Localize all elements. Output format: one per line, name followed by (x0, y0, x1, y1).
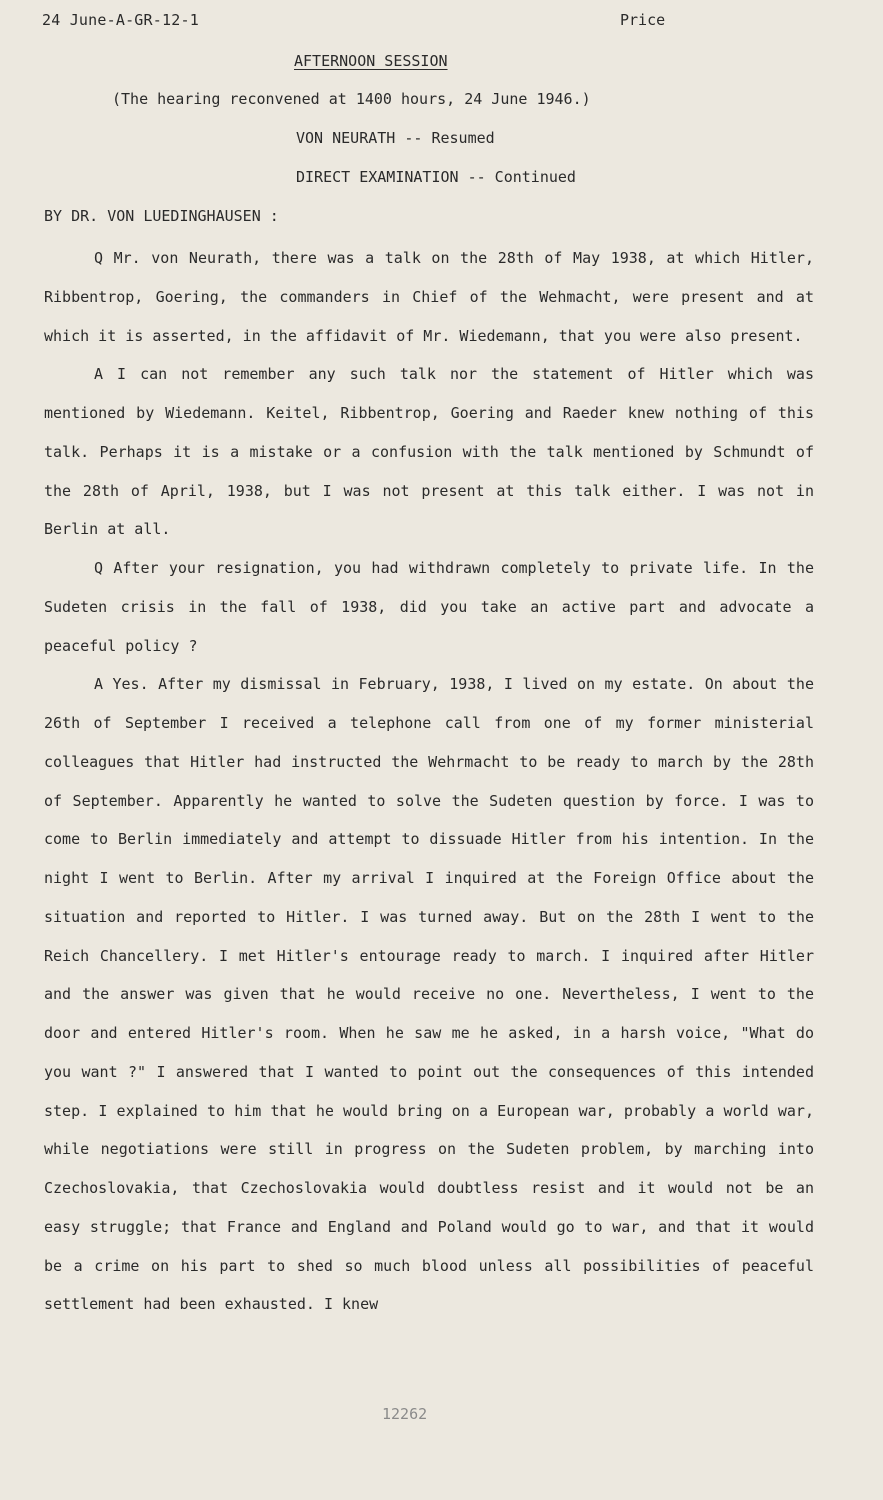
transcript-paragraph: Q Mr. von Neurath, there was a talk on the 28th of May 1938, at which Hitler, Ribbentrop, Goering, the commanders in Chief of the Wehmacht, were present and at which it is asserted, in the affidavit of Mr. Wiedemann, that you were also present. (44, 249, 814, 345)
transcript-paragraph: A Yes. After my dismissal in February, 1938, I lived on my estate. On about the 26th of September I received a telephone call from one of my former ministerial colleagues that Hitler had instructed the Wehrmacht to be ready to march by the 28th of September. Apparently he wanted to solve the Sudeten question by force. I was to come to Berlin immediately and attempt to dissuade Hitler from his intention. In the night I went to Berlin. After my arrival I inquired at the Foreign Office about the situation and reported to Hitler. I was turned away. But on the 28th I went to the Reich Chancellery. I met Hitler's entourage ready to march. I inquired after Hitler and the answer was given that he would receive no one. Nevertheless, I went to the door and entered Hitler's room. When he saw me he asked, in a harsh voice, "What do you want ?" I answered that I wanted to point out the consequences of this intended step. I explained to him that he would bring on a European war, probably a world war, while negotiations were still in progress on the Sudeten problem, by marching into Czechoslovakia, that Czechoslovakia would doubtless resist and it would not be an easy struggle; that France and England and Poland would go to war, and that it would be a crime on his part to shed so much blood unless all possibilities of peaceful settlement had been exhausted. I knew (44, 675, 814, 1314)
transcript-body (44, 239, 814, 1324)
page-number: 12262 (382, 1405, 428, 1423)
session-title: AFTERNOON SESSION (294, 52, 448, 70)
examiner-line: BY DR. VON LUEDINGHAUSEN : (44, 207, 279, 225)
transcript-paragraph: A I can not remember any such talk nor the statement of Hitler which was mentioned by Wiedemann. Keitel, Ribbentrop, Goering and Raeder knew nothing of this talk. Perhaps it is a mistake or a confusion with the talk mentioned by Schmundt of the 28th of April, 1938, but I was not present at this talk either. I was not in Berlin at all. (44, 365, 814, 539)
transcript-paragraph: Q After your resignation, you had withdrawn completely to private life. In the Sudeten crisis in the fall of 1938, did you take an active part and advocate a peaceful policy ? (44, 559, 814, 655)
reporter-name: Price (620, 11, 666, 29)
examination-line: DIRECT EXAMINATION -- Continued (296, 168, 576, 186)
reconvened-note: (The hearing reconvened at 1400 hours, 24 June 1946.) (112, 90, 591, 108)
document-id: 24 June-A-GR-12-1 (42, 11, 199, 29)
witness-line: VON NEURATH -- Resumed (296, 129, 495, 147)
